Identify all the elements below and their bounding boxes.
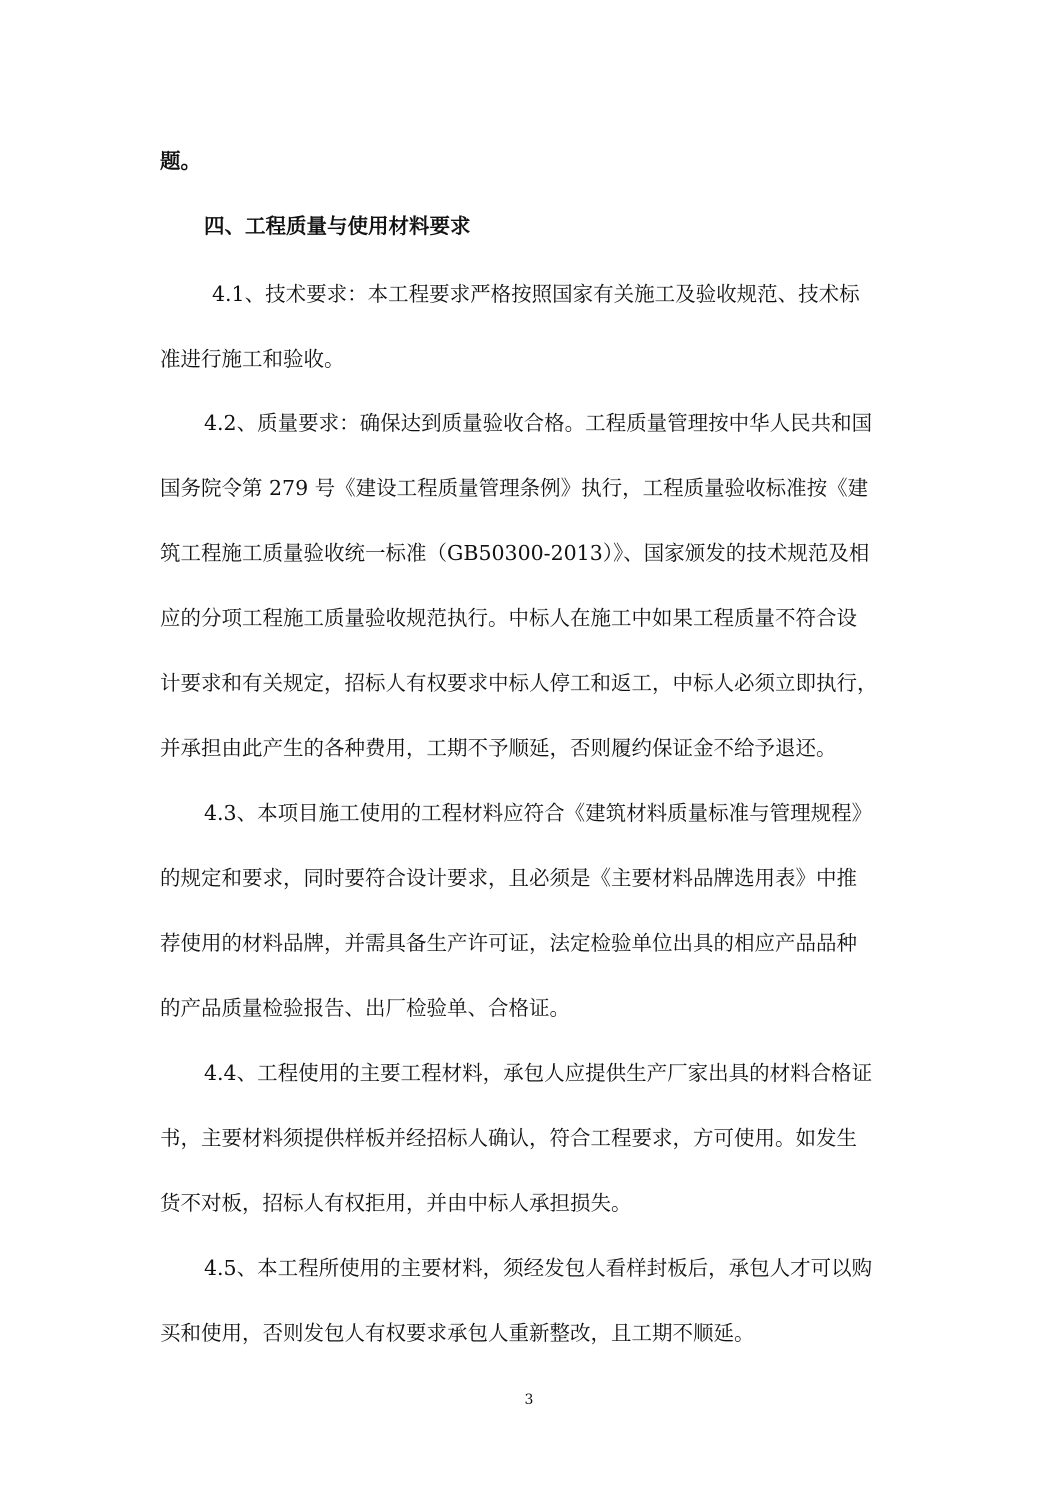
paragraph-line: 荐使用的材料品牌，并需具备生产许可证，法定检验单位出具的相应产品品种 [160, 931, 857, 955]
paragraph-line: 的规定和要求，同时要符合设计要求，且必须是《主要材料品牌选用表》中推 [160, 866, 857, 890]
carryover-text: 题。 [160, 149, 201, 173]
paragraph-line: 国务院令第 279 号《建设工程质量管理条例》执行，工程质量验收标准按《建 [160, 476, 869, 500]
paragraph-line: 的产品质量检验报告、出厂检验单、合格证。 [160, 996, 570, 1020]
paragraph-line: 买和使用，否则发包人有权要求承包人重新整改，且工期不顺延。 [160, 1321, 755, 1345]
paragraph-line: 4.4、工程使用的主要工程材料，承包人应提供生产厂家出具的材料合格证 [204, 1061, 873, 1085]
paragraph-line: 4.5、本工程所使用的主要材料，须经发包人看样封板后，承包人才可以购 [204, 1256, 873, 1280]
paragraph-line: 准进行施工和验收。 [160, 347, 345, 371]
paragraph-line: 筑工程施工质量验收统一标准（GB50300-2013）》、国家颁发的技术规范及相 [160, 541, 870, 565]
paragraph-line: 并承担由此产生的各种费用，工期不予顺延，否则履约保证金不给予退还。 [160, 736, 837, 760]
paragraph-line: 4.3、本项目施工使用的工程材料应符合《建筑材料质量标准与管理规程》 [204, 801, 873, 825]
page-number: 3 [524, 1392, 534, 1408]
paragraph-line: 应的分项工程施工质量验收规范执行。中标人在施工中如果工程质量不符合设 [160, 606, 857, 630]
paragraph-line: 4.2、质量要求：确保达到质量验收合格。工程质量管理按中华人民共和国 [204, 411, 873, 435]
paragraph-line: 4.1、技术要求：本工程要求严格按照国家有关施工及验收规范、技术标 [212, 282, 860, 306]
paragraph-line: 货不对板，招标人有权拒用，并由中标人承担损失。 [160, 1191, 632, 1215]
paragraph-line: 计要求和有关规定，招标人有权要求中标人停工和返工，中标人必须立即执行， [160, 671, 878, 695]
section-heading: 四、工程质量与使用材料要求 [204, 214, 471, 238]
paragraph-line: 书，主要材料须提供样板并经招标人确认，符合工程要求，方可使用。如发生 [160, 1126, 857, 1150]
